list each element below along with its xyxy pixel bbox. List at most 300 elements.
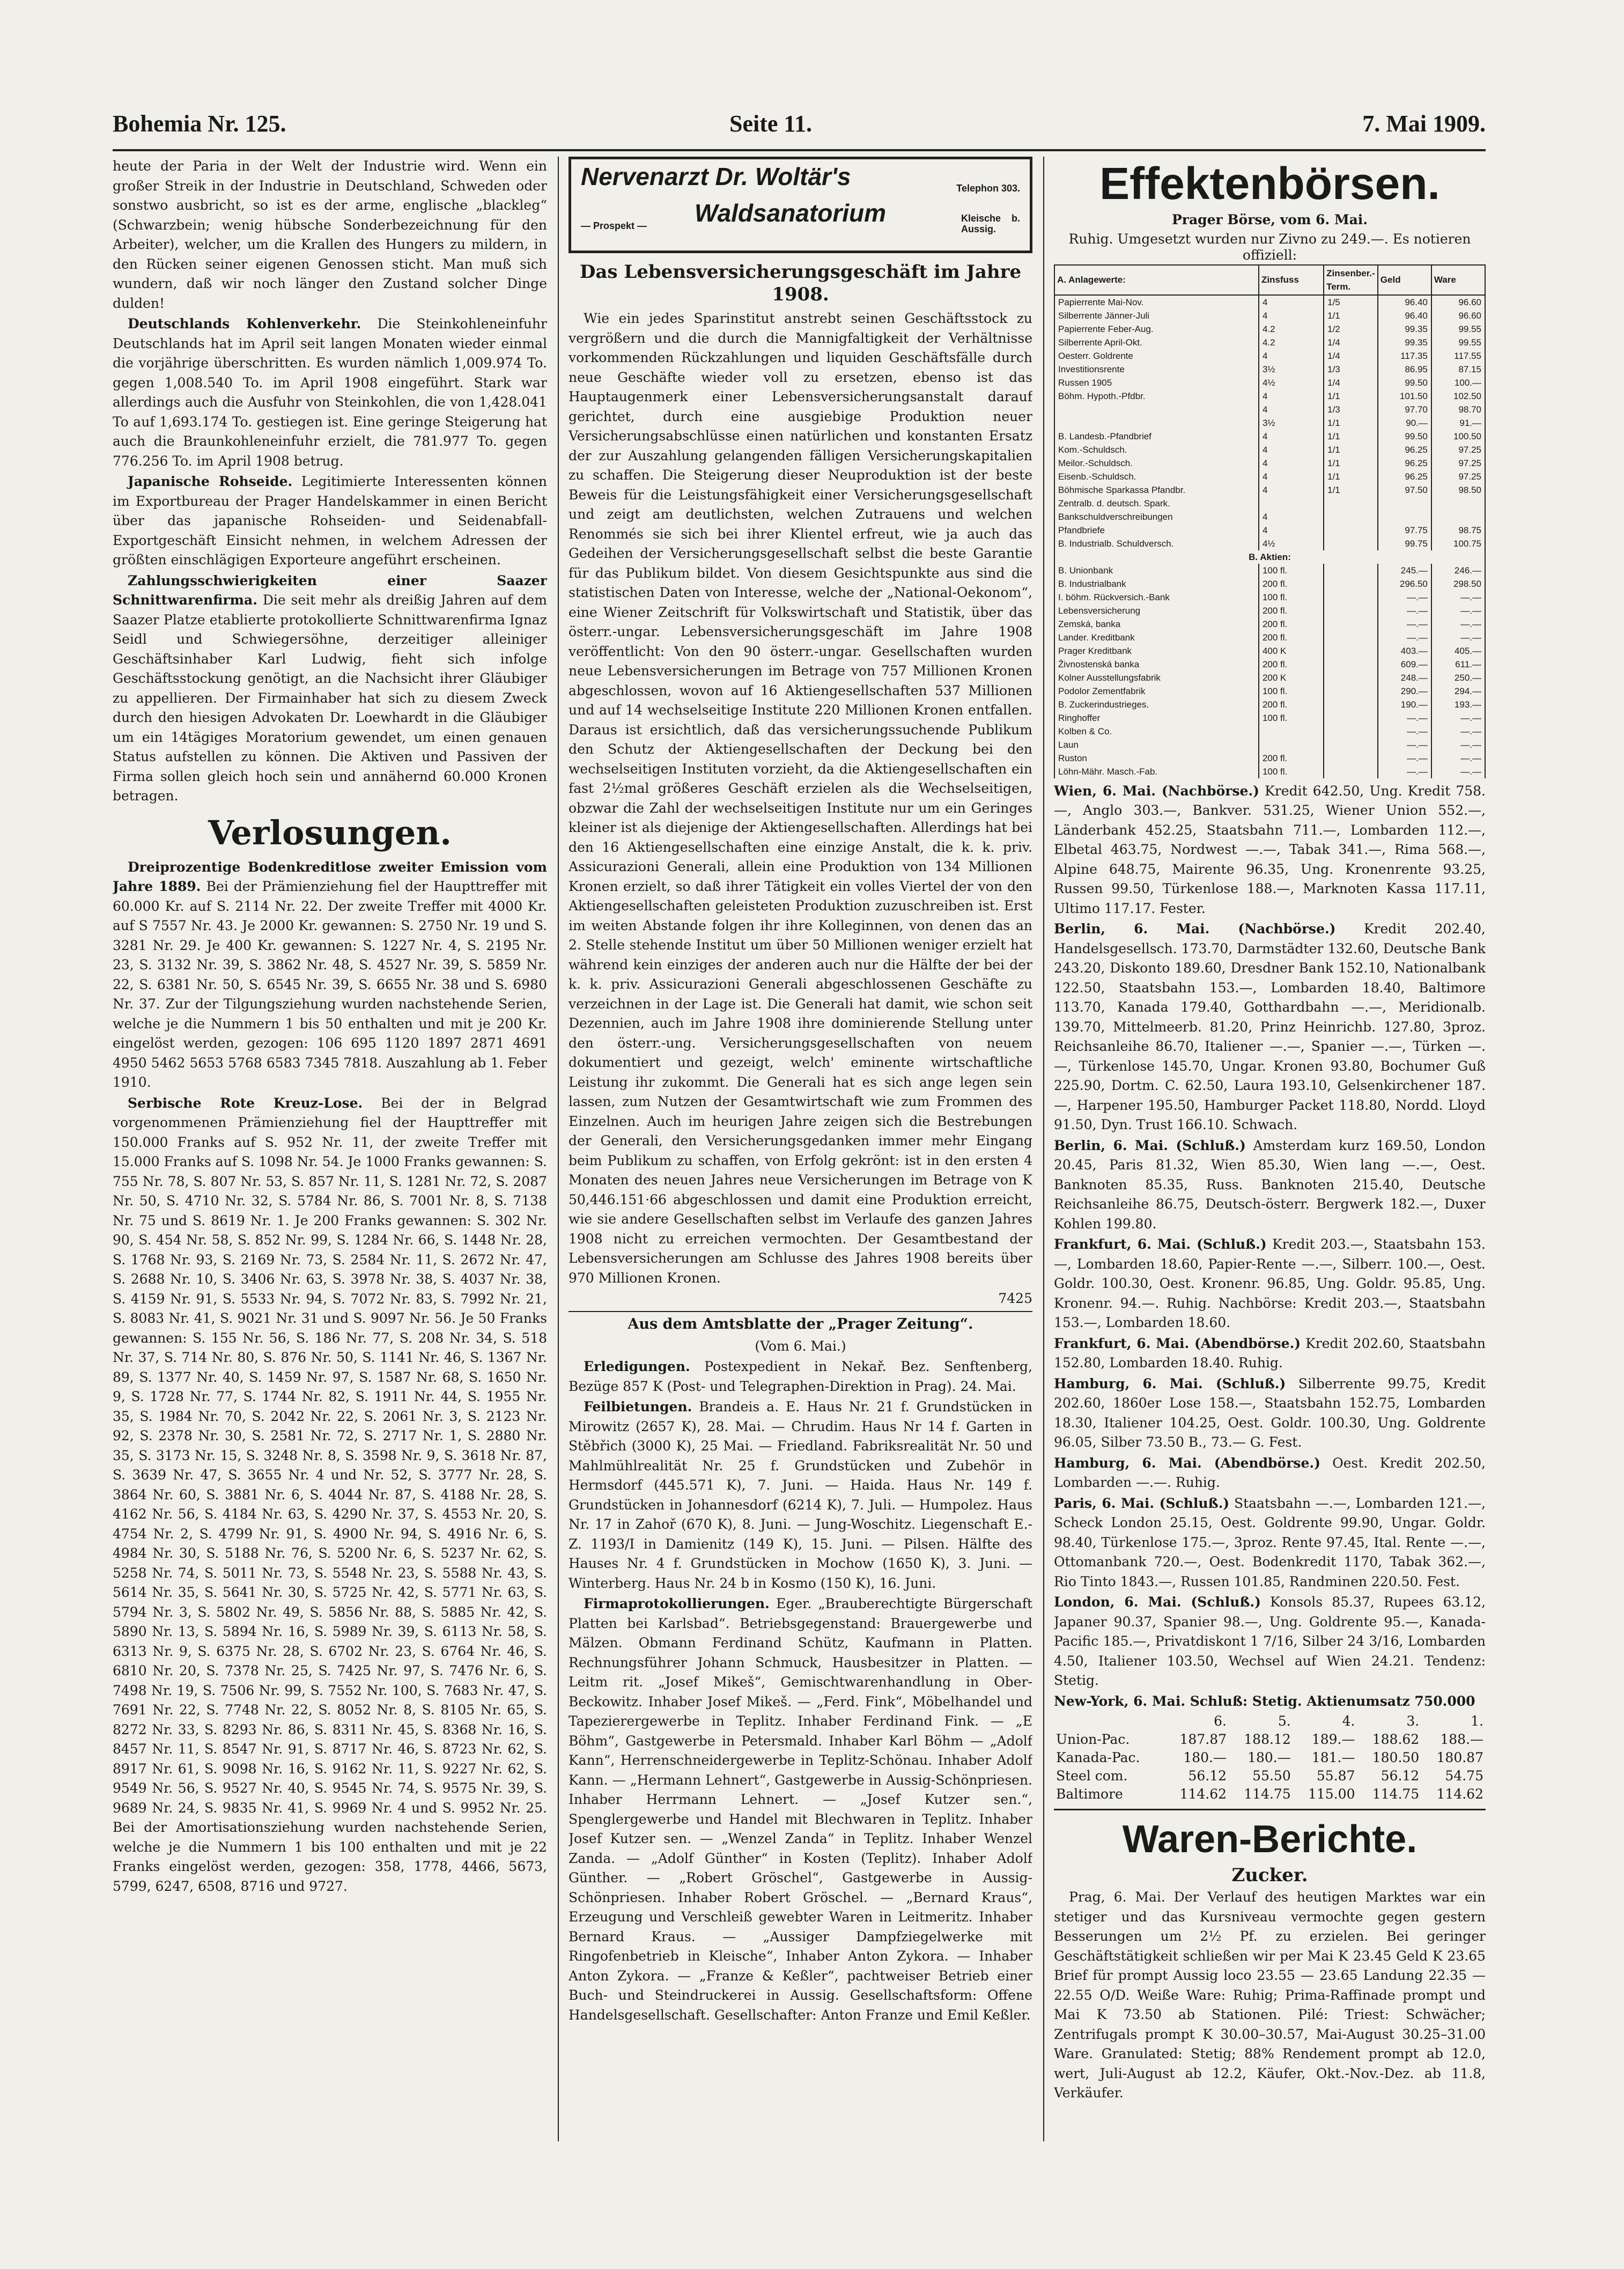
market-report (1054, 919, 1486, 1135)
rate-ware: 294.— (1431, 684, 1485, 698)
rate-term (1324, 671, 1378, 684)
rate-name: Ringhoffer (1054, 711, 1259, 725)
rate-row (1054, 376, 1485, 389)
ny-value: 114.62 (1436, 1786, 1483, 1802)
rate-term (1324, 644, 1378, 658)
waren-rule (1054, 1809, 1486, 1810)
rate-zinsfuss: 100 fl. (1259, 591, 1324, 604)
rate-name: Meilor.-Schuldsch. (1054, 456, 1259, 470)
column-3 (1054, 157, 1486, 2141)
rate-name: Investitionsrente (1054, 363, 1259, 376)
ny-row (1054, 1767, 1486, 1785)
bodenkredit-heading: Dreiprozentige Bodenkreditlose zweiter Emission vom Jahre 1889. (113, 859, 547, 894)
zahlung-text: Die seit mehr als dreißig Jahren auf dem Saazer Platze etablierte protokollierte Schnittwarenfirma Ignaz Seidl und Schwiegersöhne, derzeitiger alleiniger Geschäftsinhaber Karl Ludwig, fieht sich infolge Geschäftsstockung genötigt, an die Nachsicht ihrer Gläubiger zu appellieren. Der Firmainhaber hat sich zu diesem Zweck durch den hiesigen Advokaten Dr. Loewhardt in die Gläubiger um ein 14tägiges Moratorium gewendet, um einen genauen Status aufstellen zu können. Die Aktiven und Passiven der Firma sollen gleich hoch sein und annähernd 60.000 Kronen betragen. (113, 592, 547, 804)
rate-name: Oesterr. Goldrente (1054, 349, 1259, 363)
rate-name: Silberrente April-Okt. (1054, 336, 1259, 349)
seide-heading: Japanische Rohseide. (128, 474, 293, 489)
rate-geld: 96.25 (1378, 456, 1431, 470)
market-heading: Berlin, 6. Mai. (Schluß.) (1054, 1137, 1246, 1153)
feilbietungen-heading: Feilbietungen. (584, 1399, 692, 1415)
kohle-heading: Deutschlands Kohlenverkehr. (128, 316, 361, 331)
rate-zinsfuss: 4 (1259, 456, 1324, 470)
rate-row (1054, 510, 1485, 524)
rate-ware: —.— (1431, 591, 1485, 604)
ny-value: 180.50 (1372, 1750, 1420, 1765)
rate-term: 1/4 (1324, 376, 1378, 389)
section-title-verlosungen: Verlosungen. (208, 813, 452, 852)
rate-zinsfuss: 4 (1259, 524, 1324, 537)
rate-ware: 98.75 (1431, 524, 1485, 537)
ad-phone: Telephon 303. (956, 183, 1020, 194)
ny-row (1054, 1785, 1486, 1803)
effekten-title: Effektenbörsen. (1099, 158, 1440, 209)
rate-name: Russen 1905 (1054, 376, 1259, 389)
rate-name: Böhm. Hypoth.-Pfdbr. (1054, 389, 1259, 403)
rate-term (1324, 564, 1378, 577)
rates-header-zinsfuss: Zinsfuss (1259, 265, 1324, 295)
rate-zinsfuss (1259, 725, 1324, 738)
rate-geld: 99.35 (1378, 322, 1431, 336)
rate-row (1054, 456, 1485, 470)
rate-zinsfuss: 4 (1259, 403, 1324, 416)
ny-value: 180.— (1247, 1750, 1291, 1765)
ny-row (1054, 1730, 1486, 1749)
rotes-kreuz-heading: Serbische Rote Kreuz-Lose. (128, 1095, 363, 1111)
rate-zinsfuss: 4 (1259, 470, 1324, 483)
market-text: Oest. Kredit 202.50, Lombarden —.—. Ruhig. (1054, 1455, 1486, 1490)
rate-row (1054, 309, 1485, 322)
ny-value: 188.12 (1244, 1732, 1291, 1747)
amt-rule (569, 1311, 1032, 1312)
article-rotes-kreuz (113, 1094, 547, 1897)
rate-ware: 87.15 (1431, 363, 1485, 376)
rate-term (1324, 537, 1378, 550)
rate-ware: —.— (1431, 631, 1485, 644)
rate-zinsfuss: 3½ (1259, 416, 1324, 430)
rate-name: I. böhm. Rückversich.-Bank (1054, 591, 1259, 604)
rate-geld: 97.70 (1378, 403, 1431, 416)
market-report (1054, 1593, 1486, 1691)
rate-term: 1/1 (1324, 430, 1378, 443)
rate-geld: 96.25 (1378, 443, 1431, 456)
article-bodenkredit (113, 858, 547, 1093)
rate-zinsfuss: 4 (1259, 349, 1324, 363)
rate-ware: 246.— (1431, 564, 1485, 577)
rate-ware: —.— (1431, 752, 1485, 765)
rate-geld: 248.— (1378, 671, 1431, 684)
rate-geld: 117.35 (1378, 349, 1431, 363)
rate-zinsfuss: 200 fl. (1259, 752, 1324, 765)
ny-body (1054, 1730, 1486, 1803)
rate-zinsfuss: 4 (1259, 295, 1324, 309)
rate-name: Löhn-Mähr. Masch.-Fab. (1054, 765, 1259, 778)
rate-ware: 98.50 (1431, 483, 1485, 497)
ny-col-header: 5. (1278, 1713, 1291, 1729)
rate-geld: —.— (1378, 604, 1431, 617)
rate-row (1054, 738, 1485, 752)
rate-term: 1/4 (1324, 336, 1378, 349)
ad-sanatorium-name: Waldsanatorium (695, 199, 886, 227)
ny-value: 187.87 (1179, 1732, 1227, 1747)
rate-name: Böhmische Sparkassa Pfandbr. (1054, 483, 1259, 497)
market-report (1054, 1334, 1486, 1373)
zahlung-heading: Zahlungsschwierigkeiten einer Saazer Schnittwarenfirma. (113, 572, 547, 608)
rate-row (1054, 389, 1485, 403)
rate-name: Zemská, banka (1054, 617, 1259, 631)
article-firmaprotokoll (569, 1594, 1032, 2025)
rate-row (1054, 698, 1485, 711)
rate-geld: 403.— (1378, 644, 1431, 658)
rate-row (1054, 631, 1485, 644)
firmaprotokoll-text: Eger. „Brauberechtigte Bürgerschaft Platten bei Karlsbad“. Betriebsgegenstand: Brauergewerbe und Mälzen. Obmann Ferdinand Schütz, Kaufmann in Platten. Rechnungsführer Johann Schmuck, Hausbesitzer in Platten. — Leitm rit. „Josef Mikeš“, Gemischtwarenhandlung in Ober-Beckowitz. Inhaber Josef Mikeš. — „Ferd. Fink“, Möbelhandel und Tapezierergewerbe in Teplitz. Inhaber Ferdinand Fink. — „E Böhm“, Gastgewerbe in Petersmald. Inhaber Karl Böhm — „Adolf Kann“, Herrenschneidergewerbe in Teplitz-Schönau. Inhaber Adolf Kann. — „Hermann Lehnert“, Gastgewerbe in Aussig-Schönpriesen. Inhaber Herrmann Lehnert. — „Josef Kutzer sen.“, Spenglergewerbe und Handel mit Blechwaren in Teplitz. Inhaber Josef Kutzer sen. — „Wenzel Zanda“ in Teplitz. Inhaber Wenzel Zanda. — „Adolf Günther“ in Kosten (Teplitz). Inhaber Adolf Günther. — „Robert Gröschel“, Gastgewerbe in Aussig-Schönpriesen. Inhaber Robert Gröschel. — „Bernard Kraus“, Erzeugung und Verschleiß gewebter Waren in Leitmeritz. Inhaber Bernard Kraus. — „Aussiger Dampfziegelwerke mit Ringofenbetrieb in Kleische“, Inhaber Anton Zykora. — Inhaber Anton Zykora. — „Franze & Keßler“, pachtweiser Betrieb einer Buch- und Steindruckerei in Aussig. Gesellschaftsform: Offene Handelsgesellschaft. Gesellschafter: Anton Franze und Emil Keßler. (569, 1596, 1032, 2023)
rate-geld: 609.— (1378, 658, 1431, 671)
rate-ware: 98.70 (1431, 403, 1485, 416)
ny-value: 188.62 (1372, 1732, 1420, 1747)
rates-section-aktien: B. Aktien: (1054, 550, 1485, 564)
rate-geld (1378, 497, 1431, 510)
rate-zinsfuss: 4 (1259, 443, 1324, 456)
rate-ware: 100.— (1431, 376, 1485, 389)
rotes-kreuz-text: Bei der in Belgrad vorgenommenen Prämienziehung fiel der Haupttreffer mit 150.000 Franks auf S. 952 Nr. 11, der zweite Treffer mit 15.000 Franks auf S. 1098 Nr. 54. Je 1000 Franks gewannen: S. 755 Nr. 78, S. 807 Nr. 53, S. 857 Nr. 11, S. 1281 Nr. 72, S. 2087 Nr. 50, S. 4710 Nr. 32, S. 5784 Nr. 86, S. 7001 Nr. 8, S. 7138 Nr. 75 und S. 8619 Nr. 1. Je 200 Franks gewannen: S. 302 Nr. 90, S. 454 Nr. 58, S. 852 Nr. 99, S. 1284 Nr. 66, S. 1448 Nr. 28, S. 1768 Nr. 93, S. 2169 Nr. 73, S. 2584 Nr. 11, S. 2672 Nr. 47, S. 2688 Nr. 10, S. 3406 Nr. 63, S. 3978 Nr. 38, S. 4037 Nr. 38, S. 4159 Nr. 91, S. 5533 Nr. 94, S. 7072 Nr. 83, S. 7992 Nr. 21, S. 8083 Nr. 41, S. 9021 Nr. 31 und S. 9097 Nr. 56. Je 50 Franks gewannen: S. 155 Nr. 56, S. 186 Nr. 77, S. 208 Nr. 34, S. 518 Nr. 37, S. 714 Nr. 80, S. 876 Nr. 50, S. 1141 Nr. 46, S. 1367 Nr. 89, S. 1377 Nr. 40, S. 1459 Nr. 97, S. 1587 Nr. 68, S. 1650 Nr. 9, S. 1728 Nr. 77, S. 1744 Nr. 82, S. 1911 Nr. 44, S. 1955 Nr. 35, S. 1984 Nr. 70, S. 2042 Nr. 22, S. 2061 Nr. 3, S. 2123 Nr. 92, S. 2378 Nr. 30, S. 2581 Nr. 72, S. 2717 Nr. 1, S. 2880 Nr. 35, S. 3173 Nr. 15, S. 3248 Nr. 8, S. 3598 Nr. 9, S. 3618 Nr. 87, S. 3639 Nr. 47, S. 3655 Nr. 4 und Nr. 52, S. 3777 Nr. 28, S. 3864 Nr. 60, S. 3881 Nr. 6, S. 4044 Nr. 87, S. 4188 Nr. 28, S. 4162 Nr. 56, S. 4184 Nr. 63, S. 4290 Nr. 37, S. 4553 Nr. 20, S. 4754 Nr. 2, S. 4799 Nr. 91, S. 4900 Nr. 94, S. 4916 Nr. 6, S. 4984 Nr. 30, S. 5188 Nr. 76, S. 5200 Nr. 6, S. 5237 Nr. 62, S. 5258 Nr. 74, S. 5011 Nr. 73, S. 5548 Nr. 23, S. 5588 Nr. 43, S. 5614 Nr. 35, S. 5641 Nr. 30, S. 5725 Nr. 42, S. 5771 Nr. 63, S. 5794 Nr. 3, S. 5802 Nr. 49, S. 5856 Nr. 88, S. 5885 Nr. 42, S. 5890 Nr. 13, S. 5894 Nr. 16, S. 5989 Nr. 39, S. 6113 Nr. 58, S. 6313 Nr. 9, S. 6375 Nr. 28, S. 6702 Nr. 23, S. 6764 Nr. 46, S. 6810 Nr. 20, S. 7378 Nr. 25, S. 7425 Nr. 97, S. 7476 Nr. 6, S. 7498 Nr. 19, S. 7506 Nr. 99, S. 7552 Nr. 100, S. 7683 Nr. 47, S. 7691 Nr. 22, S. 7748 Nr. 22, S. 8052 Nr. 8, S. 8105 Nr. 65, S. 8272 Nr. 33, S. 8293 Nr. 86, S. 8311 Nr. 45, S. 8368 Nr. 16, S. 8457 Nr. 11, S. 8547 Nr. 91, S. 8717 Nr. 46, S. 8723 Nr. 62, S. 8917 Nr. 61, S. 9098 Nr. 16, S. 9162 Nr. 11, S. 9227 Nr. 62, S. 9549 Nr. 56, S. 9527 Nr. 40, S. 9545 Nr. 74, S. 9575 Nr. 39, S. 9689 Nr. 24, S. 9835 Nr. 41, S. 9969 Nr. 4 und S. 9952 Nr. 25. Bei der Amortisationsziehung wurden nachstehende Serien, welche je die Nummern 1 bis 100 enthalten und mit je 22 Franks eingelöst werden, gezogen: 358, 1778, 4466, 5673, 5799, 6247, 6508, 8716 und 9727. (113, 1095, 547, 1894)
rate-geld: 96.25 (1378, 470, 1431, 483)
market-text: Kredit 642.50, Ung. Kredit 758.—, Anglo 303.—, Bankver. 531.25, Wiener Union 552.—, Länderbank 452.25, Staatsbahn 711.—, Lombarden 112.—, Elbetal 463.75, Nordwest —.—, Tabak 341.—, Rima 568.—, Alpine 648.75, Mairente 96.35, Ung. Kronenrente 93.25, Russen 99.50, Türkenlose 188.—, Marknoten Kassa 117.11, Ultimo 117.17. Fester. (1054, 783, 1486, 916)
rate-name: B. Landesb.-Pfandbrief (1054, 430, 1259, 443)
rate-ware: 91.— (1431, 416, 1485, 430)
market-text: Kredit 203.—, Staatsbahn 153.—, Lombarden 18.60, Papier-Rente —.—, Silberr. 100.—, Oest. Goldr. 100.30, Oest. Kronenr. 96.85, Ung. Goldr. 95.85, Ung. Kronenr. 94.—. Ruhig. Nachbörse: Kredit 203.—, Staatsbahn 153.—, Lombarden 18.60. (1054, 1236, 1486, 1330)
rate-ware: 193.— (1431, 698, 1485, 711)
rates-header-ware: Ware (1431, 265, 1485, 295)
rate-term (1324, 698, 1378, 711)
rate-geld: —.— (1378, 765, 1431, 778)
rate-ware: 100.50 (1431, 430, 1485, 443)
rate-name: Laun (1054, 738, 1259, 752)
ny-value: 114.75 (1372, 1786, 1420, 1802)
rate-term: 1/1 (1324, 483, 1378, 497)
rate-name: B. Zuckerindustrieges. (1054, 698, 1259, 711)
rate-zinsfuss: 4 (1259, 430, 1324, 443)
market-heading: London, 6. Mai. (Schluß.) (1054, 1594, 1261, 1610)
rate-name: Kolben & Co. (1054, 725, 1259, 738)
rate-geld: 99.75 (1378, 537, 1431, 550)
rate-term (1324, 577, 1378, 591)
rate-term (1324, 631, 1378, 644)
amt-title: Aus dem Amtsblatte der „Prager Zeitung“. (628, 1315, 973, 1332)
rate-geld: —.— (1378, 617, 1431, 631)
article-seide (113, 472, 547, 570)
rate-name: Papierrente Mai-Nov. (1054, 295, 1259, 309)
market-heading: Paris, 6. Mai. (Schluß.) (1054, 1495, 1230, 1511)
rate-name: Kom.-Schuldsch. (1054, 443, 1259, 456)
rate-name: Bankschuldverschreibungen (1054, 510, 1259, 524)
rate-ware (1431, 497, 1485, 510)
rate-ware: 298.50 (1431, 577, 1485, 591)
rate-ware: —.— (1431, 738, 1485, 752)
rate-ware: 117.55 (1431, 349, 1485, 363)
ad-doctor-name: Nervenarzt Dr. Woltär's (581, 163, 851, 190)
market-report (1054, 1136, 1486, 1234)
lebens-number: 7425 (998, 1291, 1032, 1306)
ad-place: Kleische b. Aussig. (961, 213, 1020, 234)
rate-row (1054, 684, 1485, 698)
rate-term (1324, 765, 1378, 778)
market-report (1054, 1235, 1486, 1333)
rate-geld: 99.35 (1378, 336, 1431, 349)
rate-zinsfuss: 4½ (1259, 537, 1324, 550)
article-intro: heute der Paria in der Welt der Industrie wird. Wenn ein großer Streik in der Industrie in Deutschland, Schweden oder sonstwo ausbricht, so ist es der arme, englische „blackleg“ (Schwarzbein; wenig hübsche Sonderbezeichnung für den Arbeiter), welcher, um die Krallen des Hungers zu mildern, in den Rücken seiner eigenen Genossen sticht. Man muß sich wundern, daß wir noch länger den Zustand solcher Dinge dulden! (113, 158, 547, 311)
rate-zinsfuss: 200 fl. (1259, 698, 1324, 711)
prag-rates-table (1054, 264, 1486, 778)
ny-value: 56.12 (1381, 1768, 1420, 1784)
rate-row (1054, 725, 1485, 738)
ny-value: 115.00 (1308, 1786, 1355, 1802)
rate-geld: 96.40 (1378, 309, 1431, 322)
ny-stock: Kanada-Pac. (1056, 1750, 1140, 1765)
market-report (1054, 1374, 1486, 1453)
rates-header-term: Zinsenber.-Term. (1324, 265, 1378, 295)
rate-name (1054, 403, 1259, 416)
rate-ware: 97.25 (1431, 470, 1485, 483)
kohle-text: Die Steinkohleneinfuhr Deutschlands hat im April seit langen Monaten wieder einmal die vorjährige überschritten. Es wurden nämlich 1,009.974 To. gegen 1,008.540 To. im April 1908 eingeführt. Stark war allerdings auch die Ausfuhr von Steinkohlen, die von 1,428.041 To auf 1,693.174 To. gestiegen ist. Eine geringe Steigerung hat auch die Braunkohleneinfuhr erzielt, die 781.977 To. gegen 776.256 To. im April 1908 betrug. (113, 316, 547, 469)
paper-name: Bohemia Nr. 125. (113, 110, 286, 137)
ny-col-header: 4. (1342, 1713, 1355, 1729)
market-heading: Frankfurt, 6. Mai. (Abendbörse.) (1054, 1335, 1301, 1351)
rate-term (1324, 591, 1378, 604)
rate-zinsfuss: 3½ (1259, 363, 1324, 376)
ny-stock: Baltimore (1056, 1786, 1123, 1802)
rate-row (1054, 604, 1485, 617)
rate-row (1054, 336, 1485, 349)
market-reports (1054, 782, 1486, 1691)
column-divider-2 (1043, 157, 1044, 2141)
ny-stock: Steel com. (1056, 1768, 1128, 1784)
rate-row (1054, 752, 1485, 765)
rate-geld: 97.50 (1378, 483, 1431, 497)
rate-term (1324, 524, 1378, 537)
article-zahlung (113, 571, 547, 806)
rates-header-name: A. Anlagewerte: (1054, 265, 1259, 295)
page-number: Seite 11. (729, 110, 812, 137)
rate-ware: —.— (1431, 617, 1485, 631)
rate-term: 1/1 (1324, 389, 1378, 403)
rate-name: Podolor Zementfabrik (1054, 684, 1259, 698)
ny-col-header: 1. (1471, 1713, 1483, 1729)
rate-ware (1431, 510, 1485, 524)
rate-term: 1/5 (1324, 295, 1378, 309)
seide-text: Legitimierte Interessenten können im Exportbureau der Prager Handelskammer in einen Bericht über das japanische Rohseiden- und Seidenabfall-Exportgeschäft Einsicht nehmen, in welchem Adressen der größten einschlägigen Exporteure angeführt erscheinen. (113, 474, 547, 568)
rate-term: 1/2 (1324, 322, 1378, 336)
rate-zinsfuss: 4 (1259, 510, 1324, 524)
column-1 (113, 157, 547, 2141)
article-feilbietungen (569, 1397, 1032, 1593)
rate-ware: 102.50 (1431, 389, 1485, 403)
rate-geld: —.— (1378, 725, 1431, 738)
erledigungen-text: Postexpedient in Nekař. Bez. Senftenberg, Bezüge 857 K (Post- und Telegraphen-Direktion in Prag). 24. Mai. (569, 1359, 1032, 1394)
rate-row (1054, 403, 1485, 416)
rate-zinsfuss: 4 (1259, 389, 1324, 403)
waren-title: Waren-Berichte. (1122, 1818, 1418, 1861)
market-text: Kredit 202.40, Handelsgesellsch. 173.70, Darmstädter 132.60, Deutsche Bank 243.20, Diskonto 189.60, Dresdner Bank 152.10, Nationalbank 122.50, Staatsbahn 153.—, Lombarden 18.40, Baltimore 113.70, Kanada 179.40, Gotthardbahn —.—, Meridionalb. 139.70, Mittelmeerb. 81.20, Prinz Heinrichb. 127.80, 3proz. Reichsanleihe 86.70, Italiener —.—, Spanier —.—, Türken —.—, Türkenlose 145.70, Ungar. Kronen 93.80, Bochumer Guß 225.90, Dortm. C. 62.50, Laura 193.10, Gelsenkirchener 187.—, Harpener 195.50, Hamburger Packet 118.80, Nordd. Lloyd 91.50, Dyn. Trust 166.10. Schwach. (1054, 921, 1486, 1132)
rate-term (1324, 617, 1378, 631)
rate-name (1054, 416, 1259, 430)
rate-row (1054, 591, 1485, 604)
market-text: Konsols 85.37, Rupees 63.12, Japaner 90.37, Spanier 98.—, Ung. Goldrente 95.—, Kanada-Pacific 185.—, Privatdiskont 1 7/16, Silber 24 3/16, Lombarden 4.50, Italiener 103.50, Wechsel auf Wien 24.21. Tendenz: Stetig. (1054, 1594, 1486, 1688)
rate-term: 1/1 (1324, 470, 1378, 483)
rate-geld: 296.50 (1378, 577, 1431, 591)
rate-row (1054, 349, 1485, 363)
ny-row (1054, 1749, 1486, 1767)
rate-geld: 99.50 (1378, 376, 1431, 389)
rate-term: 1/4 (1324, 349, 1378, 363)
rate-geld: 101.50 (1378, 389, 1431, 403)
rate-zinsfuss: 4.2 (1259, 336, 1324, 349)
ny-value: 56.12 (1188, 1768, 1227, 1784)
ny-value: 114.62 (1179, 1786, 1227, 1802)
rates-header-row (1054, 265, 1485, 295)
rate-row (1054, 363, 1485, 376)
rate-ware: 99.55 (1431, 336, 1485, 349)
rate-term (1324, 510, 1378, 524)
rate-row (1054, 537, 1485, 550)
rate-ware: 405.— (1431, 644, 1485, 658)
ad-prospekt: — Prospekt — (581, 220, 647, 231)
rate-term (1324, 752, 1378, 765)
market-heading: Hamburg, 6. Mai. (Schluß.) (1054, 1375, 1286, 1391)
rate-ware: 97.25 (1431, 443, 1485, 456)
rate-zinsfuss (1259, 738, 1324, 752)
rate-term: 1/3 (1324, 403, 1378, 416)
rate-row (1054, 470, 1485, 483)
rate-ware: —.— (1431, 711, 1485, 725)
rate-zinsfuss: 4½ (1259, 376, 1324, 389)
rate-row (1054, 765, 1485, 778)
rate-term: 1/1 (1324, 416, 1378, 430)
rate-zinsfuss: 200 fl. (1259, 658, 1324, 671)
rate-row (1054, 644, 1485, 658)
rate-zinsfuss: 4 (1259, 483, 1324, 497)
rate-term (1324, 497, 1378, 510)
ny-value: 55.87 (1316, 1768, 1355, 1784)
article-erledigungen (569, 1357, 1032, 1396)
zucker-heading: Zucker. (1231, 1865, 1308, 1886)
rate-zinsfuss: 200 fl. (1259, 604, 1324, 617)
market-report (1054, 1454, 1486, 1493)
sanatorium-ad (569, 157, 1032, 253)
rate-zinsfuss: 4 (1259, 309, 1324, 322)
rate-name: Ruston (1054, 752, 1259, 765)
rate-geld: —.— (1378, 631, 1431, 644)
rate-term (1324, 711, 1378, 725)
ny-value: 55.50 (1252, 1768, 1291, 1784)
feilbietungen-text: Brandeis a. E. Haus Nr. 21 f. Grundstücken in Mirowitz (2657 K), 28. Mai. — Chrudim. Haus Nr 14 f. Garten in Stěbřich (3000 K), 25 Mai. — Friedland. Fabriksrealität Nr. 50 und Mahlmühlrealität Nr. 25 f. Grundstücken und Zubehör in Hermsdorf (445.571 K), 7. Juni. — Haida. Haus Nr. 149 f. Grundstücken in Johannesdorf (6214 K), 7. Juli. — Humpolez. Haus Nr. 17 in Zahoř (670 K), 8. Juni. — Jung-Woschitz. Liegenschaft E.-Z. 1193/I in Damienitz (149 K), 15. Juni. — Pilsen. Hälfte des Hauses Nr. 4 f. Grundstücken in Mochow (1650 K), 3. Juni. — Winterberg. Haus Nr. 24 b in Kosmo (150 K), 16. Juni. (569, 1399, 1032, 1591)
rate-name: Živnostenská banka (1054, 658, 1259, 671)
rate-geld: 97.75 (1378, 524, 1431, 537)
rate-zinsfuss (1259, 497, 1324, 510)
ny-value: 189.— (1311, 1732, 1355, 1747)
ny-header-row (1054, 1712, 1486, 1730)
rate-term (1324, 725, 1378, 738)
rate-ware: 611.— (1431, 658, 1485, 671)
rate-row (1054, 617, 1485, 631)
rate-zinsfuss: 200 fl. (1259, 577, 1324, 591)
rate-ware: 100.75 (1431, 537, 1485, 550)
ny-heading: New-York, 6. Mai. Schluß: Stetig. Aktienumsatz 750.000 (1054, 1693, 1475, 1709)
rate-term (1324, 684, 1378, 698)
ny-value: 180.— (1183, 1750, 1227, 1765)
rate-name: B. Industrialb. Schuldversch. (1054, 537, 1259, 550)
rates-section-row (1054, 550, 1485, 564)
market-text: Staatsbahn —.—, Lombarden 121.—, Scheck London 25.15, Oest. Goldrente 99.90, Ungar. Goldr. 98.40, Türkenlose 175.—, 3proz. Rente 97.45, Ital. Rente —.—, Ottomanbank 720.—, Oest. Bodenkredit 1170, Tabak 362.—, Rio Tinto 1843.—, Russen 101.85, Randminen 220.50. Fest. (1054, 1495, 1486, 1589)
market-text: Kredit 202.60, Staatsbahn 152.80, Lombarden 18.40. Ruhig. (1054, 1335, 1486, 1371)
market-text: Silberrente 99.75, Kredit 202.60, 1860er Lose 158.—, Staatsbahn 152.75, Lombarden 18.30, Italiener 104.25, Oest. Goldr. 100.30, Ung. Goldrente 96.05, Silber 73.50 B., 73.— G. Fest. (1054, 1375, 1486, 1450)
rate-ware: —.— (1431, 765, 1485, 778)
rate-geld: —.— (1378, 711, 1431, 725)
rate-name: Zentralb. d. deutsch. Spark. (1054, 497, 1259, 510)
rate-ware: —.— (1431, 604, 1485, 617)
ny-col-header: 3. (1406, 1713, 1420, 1729)
rate-row (1054, 430, 1485, 443)
rate-ware: 97.25 (1431, 456, 1485, 470)
rate-zinsfuss: 400 K (1259, 644, 1324, 658)
erledigungen-heading: Erledigungen. (584, 1359, 690, 1374)
rate-geld: 86.95 (1378, 363, 1431, 376)
rate-geld: —.— (1378, 738, 1431, 752)
ny-stock: Union-Pac. (1056, 1732, 1130, 1747)
rate-geld (1378, 510, 1431, 524)
header-rule (113, 149, 1486, 151)
rate-name: Prager Kreditbank (1054, 644, 1259, 658)
rate-row (1054, 671, 1485, 684)
market-text: Amsterdam kurz 169.50, London 20.45, Paris 81.32, Wien 85.30, Wien lang —.—, Oest. Banknoten 85.35, Russ. Banknoten 215.40, Deutsche Reichsanleihe 86.75, Deutsch-österr. Bergwerk 182.—, Duxer Kohlen 199.80. (1054, 1137, 1486, 1232)
market-heading: Wien, 6. Mai. (Nachbörse.) (1054, 783, 1259, 799)
rate-geld: 90.— (1378, 416, 1431, 430)
rate-zinsfuss: 200 fl. (1259, 631, 1324, 644)
rates-aktien-heading-group (1054, 550, 1485, 564)
rate-term: 1/1 (1324, 443, 1378, 456)
rate-term (1324, 604, 1378, 617)
rate-row (1054, 711, 1485, 725)
ny-value: 54.75 (1445, 1768, 1483, 1784)
prag-subheading: Ruhig. Umgesetzt wurden nur Zivno zu 249.—. Es notieren offiziell: (1068, 231, 1471, 263)
rate-ware: 99.55 (1431, 322, 1485, 336)
ny-value: 114.75 (1244, 1786, 1291, 1802)
rate-term (1324, 658, 1378, 671)
rate-geld: 190.— (1378, 698, 1431, 711)
zucker-text: Prag, 6. Mai. Der Verlauf des heutigen Marktes war ein stetiger und das Kursniveau vermochte gegen gestern Besserungen um 2½ Pf. zu erzielen. Bei geringer Geschäftstätigkeit schließen wir per Mai K 23.45 Geld K 23.65 Brief für prompt Aussig loco 23.55 — 23.65 Landung 22.35 — 22.55 O/D. Weiße Ware: Ruhig; Prima-Raffinade prompt und Mai K 73.50 ab Stationen. Pilé: Triest: Schwächer; Zentrifugals prompt K 30.00–30.57, Mai-August 30.25–31.00 Ware. Granulated: Stetig; 88% Rendement prompt ab 12.0, wert, Juli-August ab 12.2, Käufer, Okt.-Nov.-Dez. ab 11.8, Verkäufer. (1054, 1889, 1486, 2101)
column-divider-1 (558, 157, 559, 2141)
rate-term: 1/1 (1324, 456, 1378, 470)
ny-value: 181.— (1311, 1750, 1355, 1765)
rate-row (1054, 577, 1485, 591)
ny-value: 180.87 (1436, 1750, 1483, 1765)
market-heading: Berlin, 6. Mai. (Nachbörse.) (1054, 921, 1336, 937)
firmaprotokoll-heading: Firmaprotokollierungen. (584, 1596, 770, 1611)
rate-row (1054, 322, 1485, 336)
bodenkredit-text: Bei der Prämienziehung fiel der Haupttreffer mit 60.000 Kr. auf S. 2114 Nr. 22. Der zweite Treffer mit 4000 Kr. auf S 7557 Nr. 43. Je 2000 Kr. gewannen: S. 2750 Nr. 19 und S. 3281 Nr. 29. Je 400 Kr. gewannen: S. 1227 Nr. 4, S. 2195 Nr. 23, S. 3132 Nr. 39, S. 3862 Nr. 48, S. 4527 Nr. 39, S. 5859 Nr. 22, S. 6381 Nr. 50, S. 6545 Nr. 39, S. 6655 Nr. 38 und S. 6980 Nr. 37. Zur der Tilgungsziehung wurden nachstehende Serien, welche je die Nummern 1 bis 50 enthalten und mit je 200 Kr. eingelöst werden, gezogen: 106 695 1120 1897 2871 4691 4950 5462 5653 5768 6583 7345 7818. Auszahlung ab 1. Feber 1910. (113, 879, 547, 1090)
rate-name: B. Unionbank (1054, 564, 1259, 577)
rate-ware: 96.60 (1431, 295, 1485, 309)
market-report (1054, 1494, 1486, 1592)
ny-col-header: 6. (1214, 1713, 1227, 1729)
rate-ware: 96.60 (1431, 309, 1485, 322)
rates-aktien (1054, 564, 1485, 778)
amt-subtitle: (Vom 6. Mai.) (755, 1338, 846, 1354)
rate-geld: —.— (1378, 752, 1431, 765)
rate-ware: —.— (1431, 725, 1485, 738)
rate-zinsfuss: 200 K (1259, 671, 1324, 684)
rate-zinsfuss: 100 fl. (1259, 684, 1324, 698)
rate-name: Lander. Kreditbank (1054, 631, 1259, 644)
column-2 (569, 157, 1032, 2141)
